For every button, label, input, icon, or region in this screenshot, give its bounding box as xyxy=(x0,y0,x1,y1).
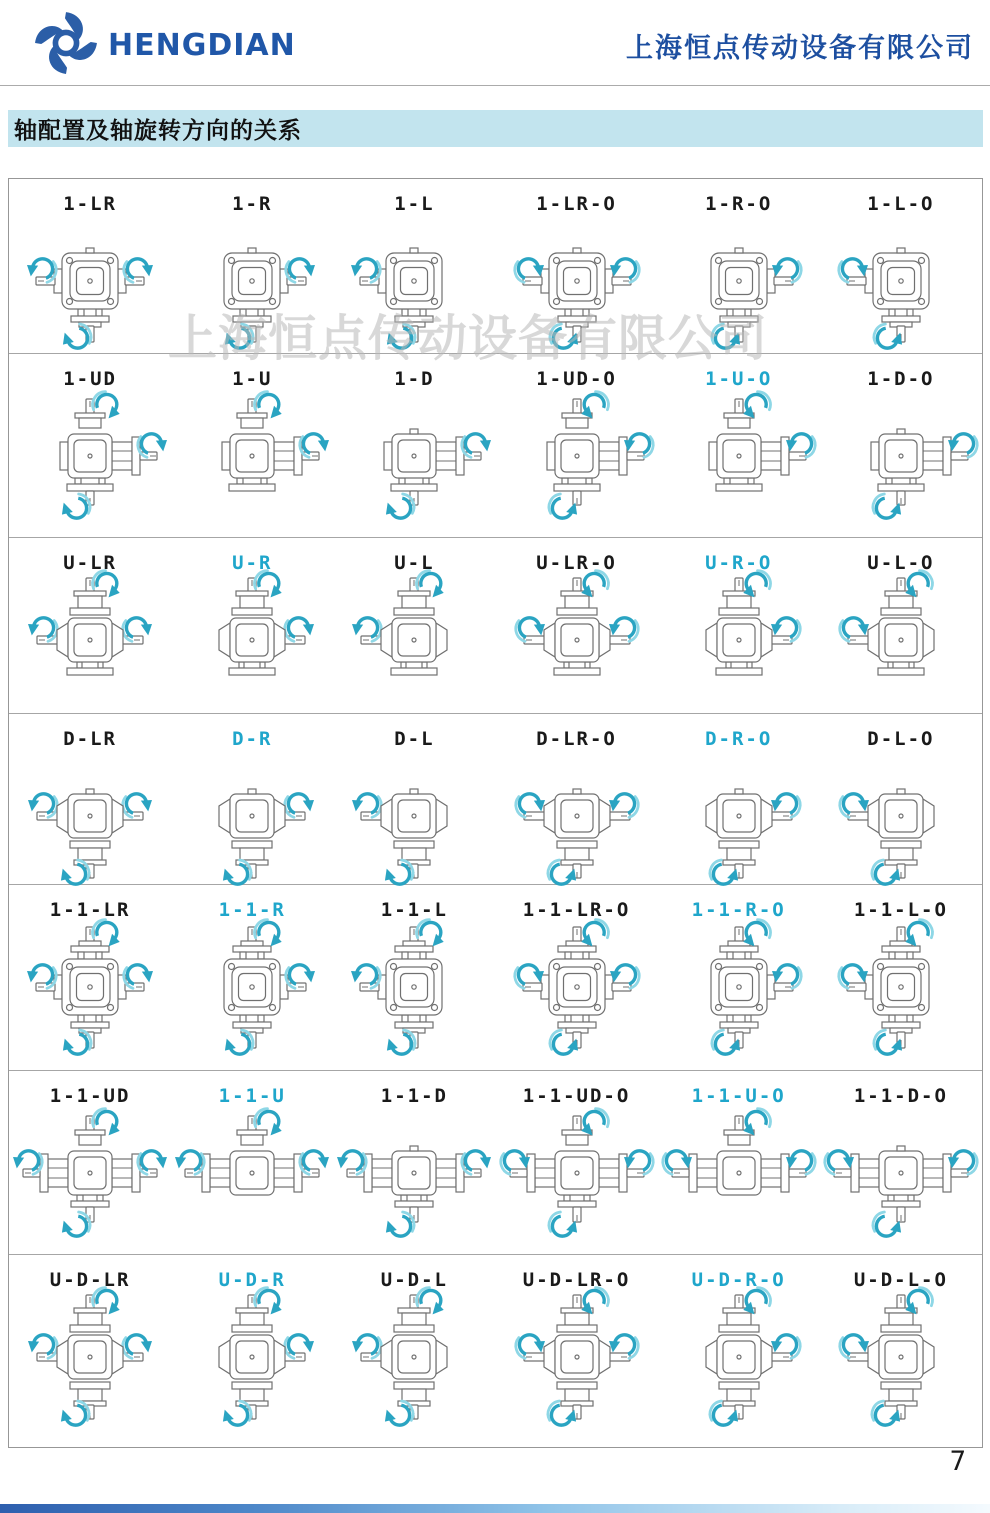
gearbox-diagram xyxy=(177,923,327,1057)
gearbox-diagram xyxy=(15,1293,165,1427)
config-cell xyxy=(658,885,820,1070)
gearbox-diagram xyxy=(177,752,327,886)
config-cell xyxy=(9,179,171,353)
config-label: D-R xyxy=(232,728,273,750)
config-label: 1-1-UD xyxy=(49,1085,131,1107)
config-cell xyxy=(820,538,982,713)
config-label: 1-1-LR-O xyxy=(522,899,631,921)
config-row xyxy=(9,1254,982,1452)
config-cell xyxy=(9,538,171,713)
logo-text: HENGDIAN xyxy=(108,28,296,63)
gearbox-diagram xyxy=(664,1109,814,1243)
config-cell xyxy=(820,1255,982,1452)
config-cell xyxy=(333,354,495,537)
config-cell xyxy=(333,538,495,713)
gearbox-diagram xyxy=(339,217,489,351)
gearbox-diagram xyxy=(15,923,165,1057)
config-cell xyxy=(333,1255,495,1452)
gearbox-diagram xyxy=(502,392,652,526)
gearbox-diagram xyxy=(339,1293,489,1427)
config-cell xyxy=(495,885,657,1070)
config-cell xyxy=(171,1255,333,1452)
config-label: U-L-O xyxy=(867,552,935,574)
gearbox-diagram xyxy=(826,752,976,886)
config-row xyxy=(9,1070,982,1254)
config-cell xyxy=(820,1071,982,1254)
config-label: D-L-O xyxy=(867,728,935,750)
gearbox-diagram xyxy=(15,1109,165,1243)
gearbox-diagram xyxy=(339,1109,489,1243)
config-label: D-LR xyxy=(63,728,117,750)
config-cell xyxy=(495,1255,657,1452)
config-label: 1-LR-O xyxy=(536,193,617,215)
hengdian-pinwheel-logo-icon xyxy=(33,10,99,76)
config-cell xyxy=(495,1071,657,1254)
config-cell xyxy=(820,179,982,353)
config-label: U-D-LR-O xyxy=(522,1269,631,1291)
gearbox-diagram xyxy=(664,576,814,710)
config-cell xyxy=(171,538,333,713)
config-cell xyxy=(658,1255,820,1452)
config-cell xyxy=(171,714,333,884)
config-cell xyxy=(495,538,657,713)
config-label: U-LR xyxy=(63,552,117,574)
gearbox-diagram xyxy=(502,752,652,886)
gearbox-diagram xyxy=(826,1293,976,1427)
gearbox-diagram xyxy=(177,392,327,526)
gearbox-diagram xyxy=(15,392,165,526)
config-cell xyxy=(495,714,657,884)
config-label: 1-UD-O xyxy=(536,368,617,390)
gearbox-diagram xyxy=(664,923,814,1057)
config-cell xyxy=(333,714,495,884)
config-label: U-D-L-O xyxy=(853,1269,948,1291)
config-cell xyxy=(171,885,333,1070)
config-label: U-D-L xyxy=(380,1269,448,1291)
config-cell xyxy=(658,538,820,713)
config-label: D-R-O xyxy=(705,728,773,750)
config-label: 1-1-R-O xyxy=(691,899,786,921)
config-cell xyxy=(658,179,820,353)
gearbox-diagram xyxy=(826,217,976,351)
config-cell xyxy=(9,885,171,1070)
config-label: 1-1-LR xyxy=(49,899,131,921)
gearbox-diagram xyxy=(826,576,976,710)
config-label: 1-R xyxy=(232,193,273,215)
config-cell xyxy=(171,1071,333,1254)
section-title: 轴配置及轴旋转方向的关系 xyxy=(14,118,302,144)
config-label: 1-D xyxy=(394,368,435,390)
config-label: 1-1-D xyxy=(380,1085,448,1107)
config-cell xyxy=(658,1071,820,1254)
company-name: 上海恒点传动设备有限公司 xyxy=(626,33,974,64)
config-cell xyxy=(9,714,171,884)
config-cell xyxy=(820,714,982,884)
config-label: 1-1-L-O xyxy=(853,899,948,921)
gearbox-diagram xyxy=(339,923,489,1057)
gearbox-diagram xyxy=(339,392,489,526)
config-cell xyxy=(333,885,495,1070)
config-label: 1-U-O xyxy=(705,368,773,390)
gearbox-diagram xyxy=(15,576,165,710)
config-label: 1-LR xyxy=(63,193,117,215)
config-cell xyxy=(171,179,333,353)
config-label: 1-1-D-O xyxy=(853,1085,948,1107)
config-label: U-LR-O xyxy=(536,552,617,574)
config-label: 1-1-L xyxy=(380,899,448,921)
config-label: U-D-LR xyxy=(49,1269,131,1291)
config-label: U-D-R-O xyxy=(691,1269,786,1291)
config-label: 1-R-O xyxy=(705,193,773,215)
config-label: U-L xyxy=(394,552,435,574)
gearbox-diagram xyxy=(664,392,814,526)
gearbox-diagram xyxy=(177,1109,327,1243)
gearbox-diagram xyxy=(502,923,652,1057)
config-cell xyxy=(658,354,820,537)
shaft-configuration-table xyxy=(8,178,983,1448)
gearbox-diagram xyxy=(177,576,327,710)
config-cell xyxy=(333,1071,495,1254)
config-label: 1-1-R xyxy=(218,899,286,921)
config-label: 1-UD xyxy=(63,368,117,390)
gearbox-diagram xyxy=(339,576,489,710)
gearbox-diagram xyxy=(15,217,165,351)
config-label: U-D-R xyxy=(218,1269,286,1291)
config-label: U-R xyxy=(232,552,273,574)
watermark: 上海恒点传动设备有限公司 xyxy=(168,310,769,367)
gearbox-diagram xyxy=(15,752,165,886)
config-cell xyxy=(333,179,495,353)
config-cell xyxy=(171,354,333,537)
config-row xyxy=(9,353,982,537)
section-title-bar xyxy=(8,110,983,147)
config-label: 1-1-U-O xyxy=(691,1085,786,1107)
gearbox-diagram xyxy=(502,576,652,710)
config-label: 1-D-O xyxy=(867,368,935,390)
config-label: 1-L-O xyxy=(867,193,935,215)
config-label: D-LR-O xyxy=(536,728,617,750)
gearbox-diagram xyxy=(826,392,976,526)
config-cell xyxy=(495,179,657,353)
config-row xyxy=(9,713,982,884)
config-label: 1-U xyxy=(232,368,273,390)
gearbox-diagram xyxy=(664,1293,814,1427)
config-cell xyxy=(820,354,982,537)
config-cell xyxy=(495,354,657,537)
gearbox-diagram xyxy=(177,1293,327,1427)
config-label: U-R-O xyxy=(705,552,773,574)
config-label: 1-1-UD-O xyxy=(522,1085,631,1107)
gearbox-diagram xyxy=(339,752,489,886)
gearbox-diagram xyxy=(826,1109,976,1243)
gearbox-diagram xyxy=(826,923,976,1057)
header-divider xyxy=(0,85,990,86)
config-cell xyxy=(9,1255,171,1452)
page-number: 7 xyxy=(949,1446,966,1477)
footer-gradient-bar xyxy=(0,1504,990,1513)
config-cell xyxy=(658,714,820,884)
config-cell xyxy=(820,885,982,1070)
config-cell xyxy=(9,354,171,537)
config-cell xyxy=(9,1071,171,1254)
gearbox-diagram xyxy=(664,752,814,886)
gearbox-diagram xyxy=(502,1109,652,1243)
config-row xyxy=(9,179,982,353)
config-label: 1-L xyxy=(394,193,435,215)
gearbox-diagram xyxy=(664,217,814,351)
config-row xyxy=(9,537,982,713)
config-row xyxy=(9,884,982,1070)
gearbox-diagram xyxy=(177,217,327,351)
gearbox-diagram xyxy=(502,1293,652,1427)
config-label: 1-1-U xyxy=(218,1085,286,1107)
gearbox-diagram xyxy=(502,217,652,351)
config-label: D-L xyxy=(394,728,435,750)
